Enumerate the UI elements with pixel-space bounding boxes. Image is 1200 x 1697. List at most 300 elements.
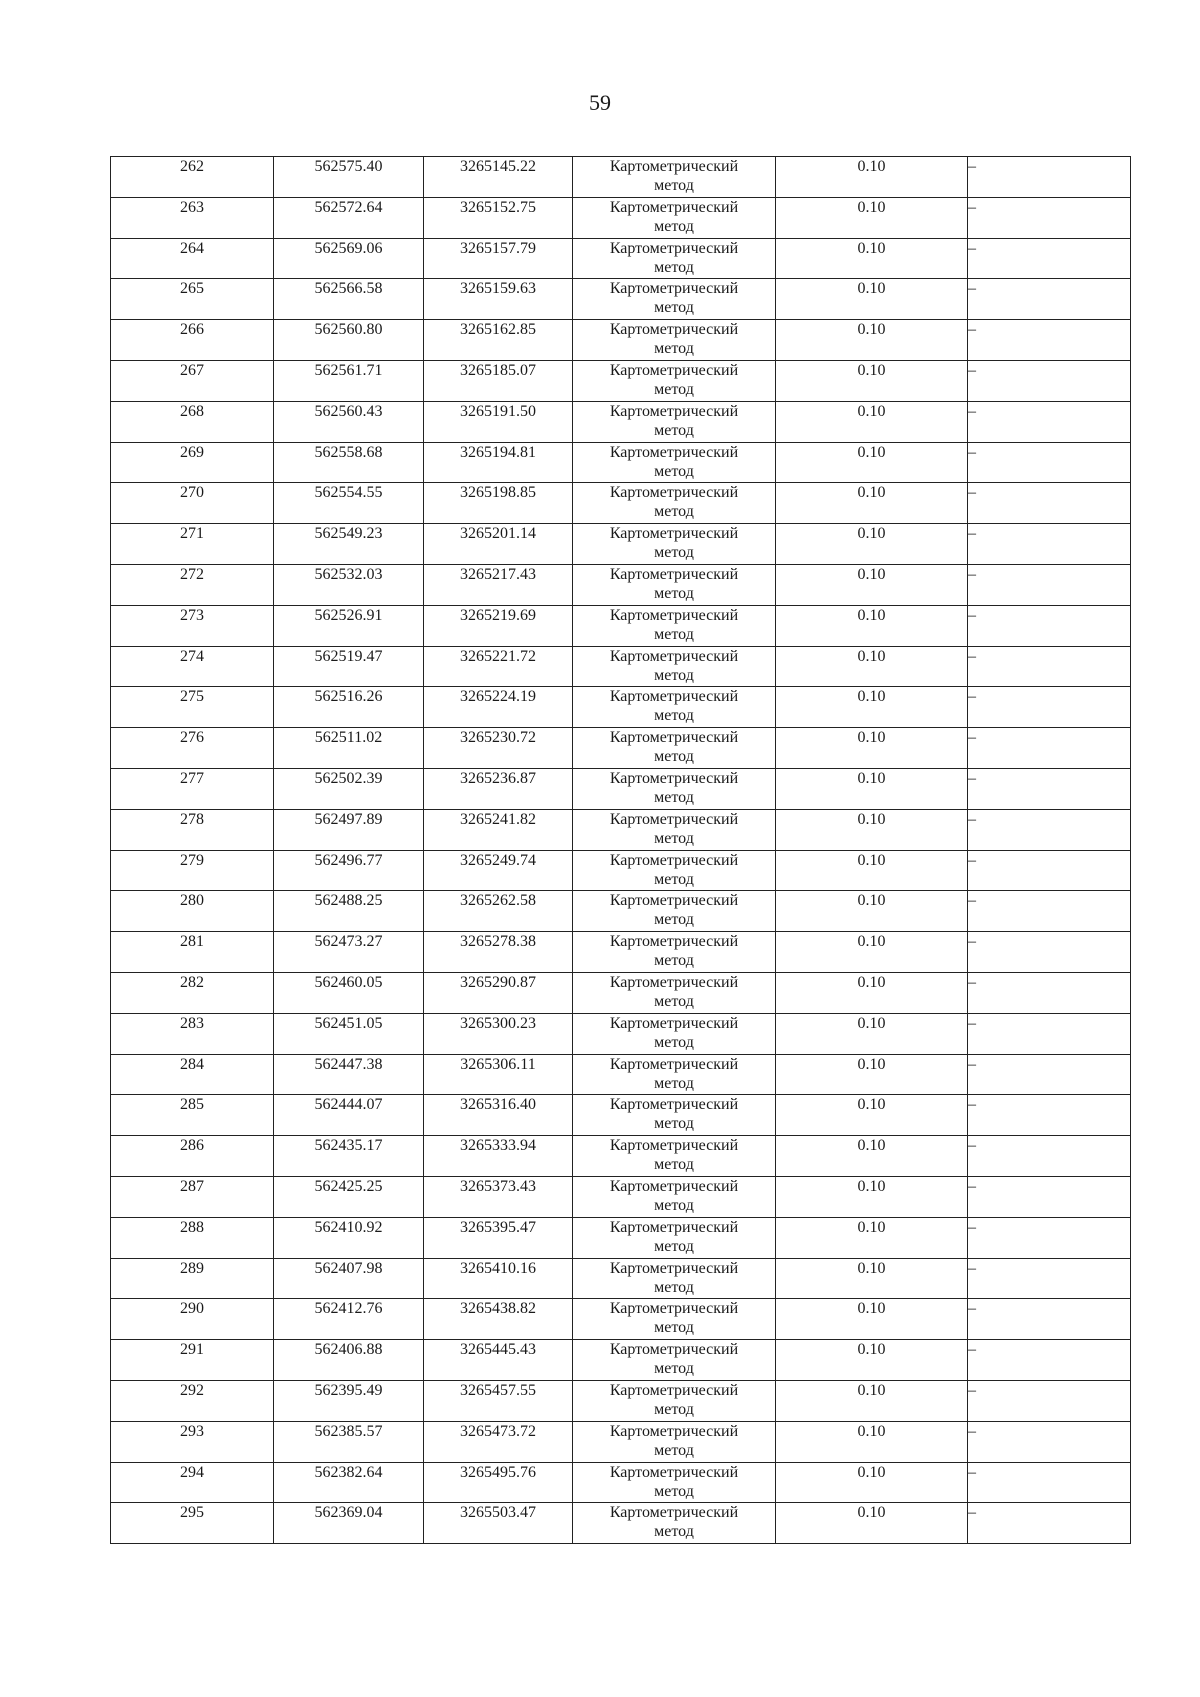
note-cell: –: [968, 605, 1131, 646]
method-line-2: метод: [654, 707, 694, 725]
point-number-cell: 263: [111, 197, 274, 238]
coordinates-table-body: [111, 157, 1131, 1544]
method-cell: [573, 1095, 776, 1136]
method-cell: [573, 197, 776, 238]
point-number-cell: 287: [111, 1176, 274, 1217]
x-coordinate-cell: 562511.02: [274, 728, 424, 769]
method-line-2: метод: [654, 299, 694, 317]
note-cell: –: [968, 891, 1131, 932]
y-coordinate-cell: 3265224.19: [424, 687, 573, 728]
note-cell: –: [968, 850, 1131, 891]
method-cell: [573, 238, 776, 279]
table-row: [111, 1421, 1131, 1462]
accuracy-cell: 0.10: [776, 1095, 968, 1136]
x-coordinate-cell: 562385.57: [274, 1421, 424, 1462]
accuracy-cell: 0.10: [776, 728, 968, 769]
method-line-1: Картометрический: [609, 198, 739, 216]
method-line-2: метод: [654, 1360, 694, 1378]
point-number-cell: 268: [111, 401, 274, 442]
x-coordinate-cell: 562572.64: [274, 197, 424, 238]
method-line-2: метод: [654, 217, 694, 235]
method-line-2: метод: [654, 1523, 694, 1541]
method-line-1: Картометрический: [609, 729, 739, 747]
point-number-cell: 284: [111, 1054, 274, 1095]
method-cell: [573, 728, 776, 769]
method-line-2: метод: [654, 952, 694, 970]
x-coordinate-cell: 562566.58: [274, 279, 424, 320]
y-coordinate-cell: 3265194.81: [424, 442, 573, 483]
point-number-cell: 275: [111, 687, 274, 728]
x-coordinate-cell: 562575.40: [274, 157, 424, 198]
y-coordinate-cell: 3265373.43: [424, 1176, 573, 1217]
note-cell: –: [968, 1136, 1131, 1177]
x-coordinate-cell: 562526.91: [274, 605, 424, 646]
point-number-cell: 279: [111, 850, 274, 891]
method-line-1: Картометрический: [609, 892, 739, 910]
table-row: [111, 1013, 1131, 1054]
note-cell: –: [968, 687, 1131, 728]
y-coordinate-cell: 3265221.72: [424, 646, 573, 687]
x-coordinate-cell: 562382.64: [274, 1462, 424, 1503]
method-line-2: метод: [654, 1033, 694, 1051]
point-number-cell: 266: [111, 320, 274, 361]
method-line-1: Картометрический: [609, 606, 739, 624]
method-cell: [573, 1340, 776, 1381]
table-row: [111, 1176, 1131, 1217]
accuracy-cell: 0.10: [776, 320, 968, 361]
note-cell: –: [968, 1380, 1131, 1421]
table-row: [111, 768, 1131, 809]
note-cell: –: [968, 768, 1131, 809]
method-line-2: метод: [654, 1237, 694, 1255]
accuracy-cell: 0.10: [776, 891, 968, 932]
note-cell: –: [968, 1013, 1131, 1054]
method-line-1: Картометрический: [609, 1177, 739, 1195]
note-cell: –: [968, 1095, 1131, 1136]
method-line-1: Картометрический: [609, 1014, 739, 1032]
x-coordinate-cell: 562444.07: [274, 1095, 424, 1136]
accuracy-cell: 0.10: [776, 1258, 968, 1299]
method-cell: [573, 1013, 776, 1054]
method-cell: [573, 1176, 776, 1217]
x-coordinate-cell: 562425.25: [274, 1176, 424, 1217]
note-cell: –: [968, 1054, 1131, 1095]
table-row: [111, 279, 1131, 320]
x-coordinate-cell: 562516.26: [274, 687, 424, 728]
x-coordinate-cell: 562532.03: [274, 564, 424, 605]
accuracy-cell: 0.10: [776, 850, 968, 891]
note-cell: –: [968, 809, 1131, 850]
method-cell: [573, 1421, 776, 1462]
note-cell: –: [968, 238, 1131, 279]
method-line-2: метод: [654, 462, 694, 480]
point-number-cell: 276: [111, 728, 274, 769]
note-cell: –: [968, 360, 1131, 401]
point-number-cell: 272: [111, 564, 274, 605]
method-cell: [573, 972, 776, 1013]
point-number-cell: 265: [111, 279, 274, 320]
point-number-cell: 283: [111, 1013, 274, 1054]
note-cell: –: [968, 1217, 1131, 1258]
table-row: [111, 401, 1131, 442]
method-line-1: Картометрический: [609, 402, 739, 420]
table-row: [111, 197, 1131, 238]
x-coordinate-cell: 562406.88: [274, 1340, 424, 1381]
point-number-cell: 290: [111, 1299, 274, 1340]
method-line-1: Картометрический: [609, 1096, 739, 1114]
table-row: [111, 564, 1131, 605]
x-coordinate-cell: 562451.05: [274, 1013, 424, 1054]
table-row: [111, 442, 1131, 483]
method-cell: [573, 850, 776, 891]
table-row: [111, 1299, 1131, 1340]
table-row: [111, 850, 1131, 891]
x-coordinate-cell: 562395.49: [274, 1380, 424, 1421]
method-cell: [573, 524, 776, 565]
note-cell: –: [968, 1340, 1131, 1381]
method-line-2: метод: [654, 1319, 694, 1337]
method-cell: [573, 401, 776, 442]
note-cell: –: [968, 728, 1131, 769]
y-coordinate-cell: 3265152.75: [424, 197, 573, 238]
y-coordinate-cell: 3265241.82: [424, 809, 573, 850]
method-line-1: Картометрический: [609, 1341, 739, 1359]
point-number-cell: 273: [111, 605, 274, 646]
method-line-1: Картометрический: [609, 1055, 739, 1073]
y-coordinate-cell: 3265201.14: [424, 524, 573, 565]
method-cell: [573, 1299, 776, 1340]
method-cell: [573, 157, 776, 198]
method-cell: [573, 483, 776, 524]
y-coordinate-cell: 3265503.47: [424, 1503, 573, 1544]
y-coordinate-cell: 3265191.50: [424, 401, 573, 442]
point-number-cell: 286: [111, 1136, 274, 1177]
point-number-cell: 262: [111, 157, 274, 198]
y-coordinate-cell: 3265162.85: [424, 320, 573, 361]
method-line-2: метод: [654, 177, 694, 194]
method-line-1: Картометрический: [609, 688, 739, 706]
y-coordinate-cell: 3265198.85: [424, 483, 573, 524]
x-coordinate-cell: 562488.25: [274, 891, 424, 932]
accuracy-cell: 0.10: [776, 360, 968, 401]
x-coordinate-cell: 562549.23: [274, 524, 424, 565]
method-line-2: метод: [654, 258, 694, 276]
y-coordinate-cell: 3265333.94: [424, 1136, 573, 1177]
y-coordinate-cell: 3265290.87: [424, 972, 573, 1013]
method-cell: [573, 442, 776, 483]
x-coordinate-cell: 562569.06: [274, 238, 424, 279]
method-line-2: метод: [654, 1156, 694, 1174]
accuracy-cell: 0.10: [776, 401, 968, 442]
y-coordinate-cell: 3265438.82: [424, 1299, 573, 1340]
accuracy-cell: 0.10: [776, 768, 968, 809]
method-cell: [573, 320, 776, 361]
x-coordinate-cell: 562554.55: [274, 483, 424, 524]
method-line-1: Картометрический: [609, 443, 739, 461]
y-coordinate-cell: 3265495.76: [424, 1462, 573, 1503]
method-line-2: метод: [654, 1196, 694, 1214]
x-coordinate-cell: 562560.80: [274, 320, 424, 361]
method-line-1: Картометрический: [609, 1259, 739, 1277]
table-row: [111, 238, 1131, 279]
note-cell: –: [968, 1462, 1131, 1503]
point-number-cell: 281: [111, 932, 274, 973]
y-coordinate-cell: 3265262.58: [424, 891, 573, 932]
point-number-cell: 293: [111, 1421, 274, 1462]
x-coordinate-cell: 562560.43: [274, 401, 424, 442]
accuracy-cell: 0.10: [776, 1054, 968, 1095]
method-line-1: Картометрический: [609, 525, 739, 543]
point-number-cell: 280: [111, 891, 274, 932]
x-coordinate-cell: 562502.39: [274, 768, 424, 809]
accuracy-cell: 0.10: [776, 646, 968, 687]
accuracy-cell: 0.10: [776, 1340, 968, 1381]
method-line-2: метод: [654, 666, 694, 684]
x-coordinate-cell: 562412.76: [274, 1299, 424, 1340]
point-number-cell: 289: [111, 1258, 274, 1299]
method-line-1: Картометрический: [609, 1463, 739, 1481]
method-line-2: метод: [654, 788, 694, 806]
table-row: [111, 728, 1131, 769]
note-cell: –: [968, 442, 1131, 483]
table-row: [111, 891, 1131, 932]
method-cell: [573, 279, 776, 320]
method-line-2: метод: [654, 625, 694, 643]
method-line-1: Картометрический: [609, 321, 739, 339]
accuracy-cell: 0.10: [776, 1503, 968, 1544]
note-cell: –: [968, 932, 1131, 973]
method-cell: [573, 1258, 776, 1299]
point-number-cell: 277: [111, 768, 274, 809]
accuracy-cell: 0.10: [776, 483, 968, 524]
table-row: [111, 932, 1131, 973]
table-row: [111, 646, 1131, 687]
x-coordinate-cell: 562447.38: [274, 1054, 424, 1095]
table-row: [111, 1258, 1131, 1299]
y-coordinate-cell: 3265217.43: [424, 564, 573, 605]
y-coordinate-cell: 3265473.72: [424, 1421, 573, 1462]
point-number-cell: 282: [111, 972, 274, 1013]
method-cell: [573, 564, 776, 605]
method-line-1: Картометрический: [609, 1137, 739, 1155]
point-number-cell: 292: [111, 1380, 274, 1421]
table-row: [111, 524, 1131, 565]
table-row: [111, 360, 1131, 401]
method-cell: [573, 1503, 776, 1544]
method-cell: [573, 360, 776, 401]
method-cell: [573, 1462, 776, 1503]
method-line-2: метод: [654, 870, 694, 888]
method-line-1: Картометрический: [609, 158, 739, 175]
table-row: [111, 809, 1131, 850]
method-line-2: метод: [654, 340, 694, 358]
x-coordinate-cell: 562496.77: [274, 850, 424, 891]
note-cell: –: [968, 564, 1131, 605]
method-line-1: Картометрический: [609, 647, 739, 665]
accuracy-cell: 0.10: [776, 279, 968, 320]
accuracy-cell: 0.10: [776, 1217, 968, 1258]
point-number-cell: 269: [111, 442, 274, 483]
table-row: [111, 1380, 1131, 1421]
note-cell: –: [968, 1421, 1131, 1462]
table-row: [111, 1503, 1131, 1544]
page-number: 59: [589, 90, 611, 115]
y-coordinate-cell: 3265395.47: [424, 1217, 573, 1258]
note-cell: –: [968, 1258, 1131, 1299]
accuracy-cell: 0.10: [776, 197, 968, 238]
method-line-2: метод: [654, 1441, 694, 1459]
accuracy-cell: 0.10: [776, 1136, 968, 1177]
method-line-2: метод: [654, 1115, 694, 1133]
y-coordinate-cell: 3265159.63: [424, 279, 573, 320]
note-cell: –: [968, 401, 1131, 442]
method-cell: [573, 605, 776, 646]
table-row: [111, 1217, 1131, 1258]
note-cell: –: [968, 1176, 1131, 1217]
accuracy-cell: 0.10: [776, 1462, 968, 1503]
accuracy-cell: 0.10: [776, 932, 968, 973]
table-row: [111, 157, 1131, 198]
y-coordinate-cell: 3265410.16: [424, 1258, 573, 1299]
method-line-1: Картометрический: [609, 484, 739, 502]
table-row: [111, 1136, 1131, 1177]
method-line-1: Картометрический: [609, 361, 739, 379]
method-line-2: метод: [654, 584, 694, 602]
accuracy-cell: 0.10: [776, 1299, 968, 1340]
accuracy-cell: 0.10: [776, 1176, 968, 1217]
method-line-2: метод: [654, 544, 694, 562]
x-coordinate-cell: 562497.89: [274, 809, 424, 850]
accuracy-cell: 0.10: [776, 524, 968, 565]
method-cell: [573, 1054, 776, 1095]
accuracy-cell: 0.10: [776, 972, 968, 1013]
y-coordinate-cell: 3265145.22: [424, 157, 573, 198]
y-coordinate-cell: 3265457.55: [424, 1380, 573, 1421]
method-line-2: метод: [654, 421, 694, 439]
method-line-2: метод: [654, 992, 694, 1010]
note-cell: –: [968, 320, 1131, 361]
x-coordinate-cell: 562410.92: [274, 1217, 424, 1258]
method-cell: [573, 1380, 776, 1421]
y-coordinate-cell: 3265306.11: [424, 1054, 573, 1095]
x-coordinate-cell: 562473.27: [274, 932, 424, 973]
point-number-cell: 285: [111, 1095, 274, 1136]
y-coordinate-cell: 3265236.87: [424, 768, 573, 809]
table-row: [111, 1054, 1131, 1095]
accuracy-cell: 0.10: [776, 564, 968, 605]
method-line-1: Картометрический: [609, 933, 739, 951]
accuracy-cell: 0.10: [776, 442, 968, 483]
y-coordinate-cell: 3265219.69: [424, 605, 573, 646]
y-coordinate-cell: 3265445.43: [424, 1340, 573, 1381]
method-cell: [573, 768, 776, 809]
point-number-cell: 274: [111, 646, 274, 687]
x-coordinate-cell: 562369.04: [274, 1503, 424, 1544]
table-row: [111, 1340, 1131, 1381]
table-row: [111, 1095, 1131, 1136]
point-number-cell: 278: [111, 809, 274, 850]
x-coordinate-cell: 562561.71: [274, 360, 424, 401]
method-cell: [573, 891, 776, 932]
table-row: [111, 605, 1131, 646]
table-row: [111, 320, 1131, 361]
method-line-2: метод: [654, 829, 694, 847]
y-coordinate-cell: 3265316.40: [424, 1095, 573, 1136]
note-cell: –: [968, 1299, 1131, 1340]
y-coordinate-cell: 3265300.23: [424, 1013, 573, 1054]
method-line-1: Картометрический: [609, 1381, 739, 1399]
method-line-1: Картометрический: [609, 565, 739, 583]
accuracy-cell: 0.10: [776, 605, 968, 646]
point-number-cell: 295: [111, 1503, 274, 1544]
note-cell: –: [968, 197, 1131, 238]
method-cell: [573, 932, 776, 973]
note-cell: –: [968, 972, 1131, 1013]
method-line-1: Картометрический: [609, 769, 739, 787]
method-line-2: метод: [654, 911, 694, 929]
x-coordinate-cell: 562407.98: [274, 1258, 424, 1299]
method-line-1: Картометрический: [609, 810, 739, 828]
x-coordinate-cell: 562435.17: [274, 1136, 424, 1177]
note-cell: –: [968, 279, 1131, 320]
point-number-cell: 264: [111, 238, 274, 279]
method-line-1: Картометрический: [609, 851, 739, 869]
method-line-2: метод: [654, 1400, 694, 1418]
point-number-cell: 270: [111, 483, 274, 524]
x-coordinate-cell: 562519.47: [274, 646, 424, 687]
point-number-cell: 288: [111, 1217, 274, 1258]
accuracy-cell: 0.10: [776, 1380, 968, 1421]
accuracy-cell: 0.10: [776, 238, 968, 279]
method-cell: [573, 809, 776, 850]
method-line-1: Картометрический: [609, 1422, 739, 1440]
method-cell: [573, 687, 776, 728]
method-line-1: Картометрический: [609, 1218, 739, 1236]
note-cell: –: [968, 1503, 1131, 1544]
method-line-2: метод: [654, 503, 694, 521]
method-line-1: Картометрический: [609, 280, 739, 298]
x-coordinate-cell: 562460.05: [274, 972, 424, 1013]
table-row: [111, 483, 1131, 524]
accuracy-cell: 0.10: [776, 687, 968, 728]
accuracy-cell: 0.10: [776, 1013, 968, 1054]
method-cell: [573, 1136, 776, 1177]
accuracy-cell: 0.10: [776, 1421, 968, 1462]
point-number-cell: 294: [111, 1462, 274, 1503]
point-number-cell: 271: [111, 524, 274, 565]
method-line-2: метод: [654, 1074, 694, 1092]
point-number-cell: 267: [111, 360, 274, 401]
method-line-1: Картометрический: [609, 1504, 739, 1522]
point-number-cell: 291: [111, 1340, 274, 1381]
accuracy-cell: 0.10: [776, 809, 968, 850]
method-cell: [573, 646, 776, 687]
y-coordinate-cell: 3265278.38: [424, 932, 573, 973]
accuracy-cell: 0.10: [776, 157, 968, 198]
coordinates-table: [110, 156, 1131, 1544]
method-line-2: метод: [654, 380, 694, 398]
method-line-2: метод: [654, 1278, 694, 1296]
note-cell: –: [968, 483, 1131, 524]
x-coordinate-cell: 562558.68: [274, 442, 424, 483]
y-coordinate-cell: 3265249.74: [424, 850, 573, 891]
note-cell: –: [968, 157, 1131, 198]
table-row: [111, 687, 1131, 728]
table-row: [111, 1462, 1131, 1503]
method-line-1: Картометрический: [609, 1300, 739, 1318]
method-line-1: Картометрический: [609, 973, 739, 991]
method-line-2: метод: [654, 1482, 694, 1500]
